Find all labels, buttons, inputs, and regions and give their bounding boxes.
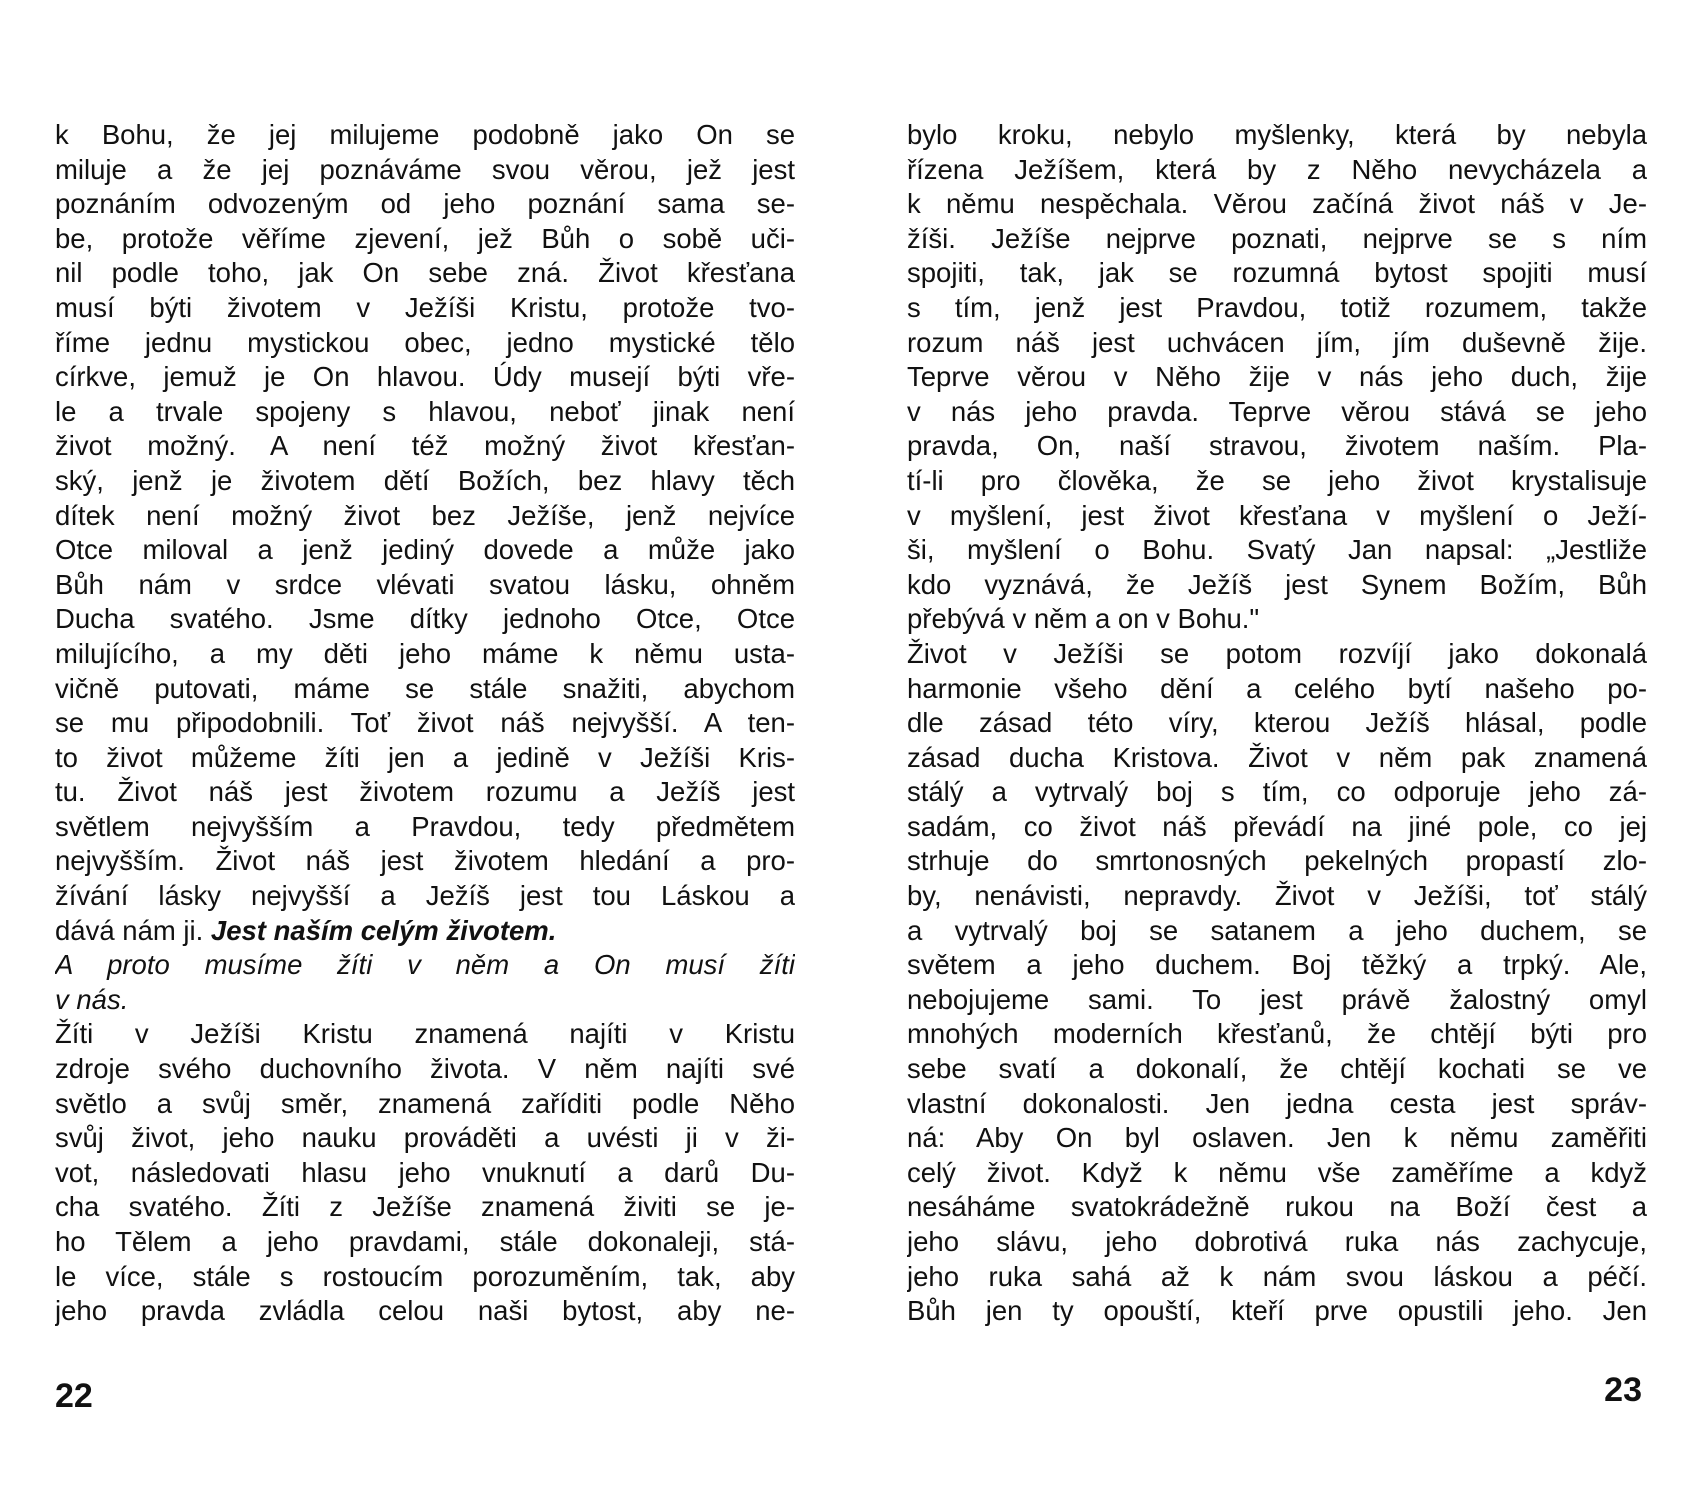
right-text-line: nebojujeme sami. To jest právě žalostný omyl — [907, 983, 1647, 1015]
left-text-line: žívání lásky nejvyšší a Ježíš jest tou Láskou a — [55, 880, 795, 912]
right-text-line: rozum náš jest uchvácen jím, jím duševně žije. — [907, 326, 1647, 358]
left-text-line: milujícího, a my děti jeho máme k němu usta- — [55, 637, 795, 669]
right-text-line: spojiti, tak, jak se rozumná bytost spojiti musí — [907, 257, 1647, 289]
right-text-line: celý život. Když k němu vše zaměříme a když — [907, 1156, 1647, 1188]
right-text-line: jeho ruka sahá až k nám svou láskou a péčí. — [907, 1260, 1647, 1292]
right-text-line: přebývá v něm a on v Bohu." — [907, 603, 1260, 635]
left-text-line: říme jednu mystickou obec, jedno mystické tělo — [55, 326, 795, 358]
left-text-line: Otce miloval a jenž jediný dovede a může jako — [55, 534, 795, 566]
right-text-line: světem a jeho duchem. Boj těžký a trpký. Ale, — [907, 949, 1647, 981]
right-text-line: harmonie všeho dění a celého bytí našeho po- — [907, 672, 1647, 704]
right-text-line: tí-li pro člověka, že se jeho život krystalisuje — [907, 464, 1647, 496]
italic-emphasis: Jest naším celým životem. — [210, 914, 557, 946]
right-text-line: jeho slávu, jeho dobrotivá ruka nás zachycuje, — [907, 1226, 1647, 1257]
left-text-line: miluje a že jej poznáváme svou věrou, jež jest — [55, 153, 795, 185]
left-text-line: nejvyšším. Život náš jest životem hledání a pro- — [55, 845, 795, 877]
right-text-line: sebe svatí a dokonalí, že chtějí kochati se ve — [907, 1053, 1647, 1085]
left-text-line: se mu připodobnili. Toť život náš nejvyšší. A ten- — [55, 707, 795, 739]
right-text-line: Život v Ježíši se potom rozvíjí jako dokonalá — [907, 637, 1647, 669]
right-text-line: pravda, On, naší stravou, životem naším. Pla- — [907, 430, 1647, 462]
left-text-line: svůj život, jeho nauku prováděti a uvésti ji v ži- — [55, 1122, 795, 1154]
left-text-line: poznáním odvozeným od jeho poznání sama se- — [55, 188, 795, 220]
right-text-line: mnohých moderních křesťanů, že chtějí býti pro — [907, 1018, 1647, 1050]
left-text-line: církve, jemuž je On hlavou. Údy musejí býti vře- — [55, 361, 795, 393]
left-text-line: vot, následovati hlasu jeho vnuknutí a darů Du- — [55, 1156, 795, 1188]
right-text-line: zásad ducha Kristova. Život v něm pak znamená — [907, 741, 1647, 773]
left-page-body — [55, 118, 795, 1428]
right-text-line: by, nenávisti, nepravdy. Život v Ježíši, toť stálý — [907, 880, 1647, 912]
left-text-line: v nás. — [55, 983, 129, 1015]
left-text-line: nil podle toho, jak On sebe zná. Život křesťana — [55, 257, 795, 289]
left-text-line: k Bohu, že jej milujeme podobně jako On se — [55, 119, 795, 150]
left-text-line: dítek není možný život bez Ježíše, jenž nejvíce — [55, 499, 795, 531]
left-text-line: to život můžeme žíti jen a jedině v Ježíši Kris- — [55, 741, 795, 773]
right-text-line: Teprve věrou v Něho žije v nás jeho duch, žije — [907, 361, 1647, 393]
left-page-number: 22 — [55, 1377, 93, 1415]
right-text-line: dle zásad této víry, kterou Ježíš hlásal, podle — [907, 707, 1647, 739]
left-text-line: dává nám ji. Jest naším celým životem. — [55, 914, 557, 946]
right-text-line: žíši. Ježíše nejprve poznati, nejprve se s ním — [907, 222, 1647, 254]
left-text-line: le a trvale spojeny s hlavou, neboť jinak není — [55, 395, 795, 427]
right-text-line: ná: Aby On byl oslaven. Jen k němu zaměřiti — [907, 1122, 1647, 1154]
left-text-line: musí býti životem v Ježíši Kristu, protože tvo- — [55, 291, 795, 323]
right-text-line: bylo kroku, nebylo myšlenky, která by nebyla — [907, 119, 1647, 150]
right-text-line: v myšlení, jest život křesťana v myšlení o Ježí- — [907, 499, 1647, 531]
right-text-line: ši, myšlení o Bohu. Svatý Jan napsal: „Jestliže — [907, 534, 1647, 566]
left-text-line: Ducha svatého. Jsme dítky jednoho Otce, Otce — [55, 603, 795, 635]
right-text-line: kdo vyznává, že Ježíš jest Synem Božím, Bůh — [907, 568, 1647, 600]
left-text-line: Bůh nám v srdce vlévati svatou lásku, ohněm — [55, 568, 795, 600]
right-text-line: strhuje do smrtonosných pekelných propastí zlo- — [907, 845, 1647, 877]
right-page-body — [907, 118, 1647, 1428]
left-text-line: jeho pravda zvládla celou naši bytost, aby ne- — [55, 1295, 795, 1327]
right-text-line: s tím, jenž jest Pravdou, totiž rozumem, takže — [907, 291, 1647, 323]
left-text-line: život možný. A není též možný život křesťan- — [55, 430, 795, 462]
right-text-line: vlastní dokonalosti. Jen jedna cesta jest správ- — [907, 1087, 1647, 1119]
left-text-line: světlem nejvyšším a Pravdou, tedy předmětem — [55, 810, 795, 842]
left-text-line: cha svatého. Žíti z Ježíše znamená živiti se je- — [55, 1191, 795, 1223]
left-text-line: světlo a svůj směr, znamená zaříditi podle Něho — [55, 1087, 795, 1119]
left-text-line: vičně putovati, máme se stále snažiti, abychom — [55, 672, 795, 704]
left-text-line: ho Tělem a jeho pravdami, stále dokonaleji, stá- — [55, 1226, 795, 1257]
left-text-line: be, protože věříme zjevení, jež Bůh o sobě uči- — [55, 222, 795, 254]
left-text-line: Žíti v Ježíši Kristu znamená najíti v Kristu — [55, 1018, 795, 1050]
right-text-line: k němu nespěchala. Věrou začíná život náš v Je- — [907, 188, 1647, 220]
left-text-line: ský, jenž je životem dětí Božích, bez hlavy těch — [55, 464, 795, 496]
right-text-line: sadám, co život náš převádí na jiné pole, co jej — [907, 810, 1647, 842]
left-text-line: A proto musíme žíti v něm a On musí žíti — [55, 949, 795, 981]
right-text-line: v nás jeho pravda. Teprve věrou stává se jeho — [907, 395, 1647, 427]
right-text-line: Bůh jen ty opouští, kteří prve opustili jeho. Jen — [907, 1295, 1647, 1327]
left-text-line: zdroje svého duchovního života. V něm najíti své — [55, 1053, 795, 1085]
right-text-line: stálý a vytrvalý boj s tím, co odporuje jeho zá- — [907, 776, 1647, 808]
right-page-number: 23 — [1604, 1371, 1642, 1409]
left-text-line: tu. Život náš jest životem rozumu a Ježíš jest — [55, 776, 795, 808]
right-text-line: řízena Ježíšem, která by z Něho nevycházela a — [907, 153, 1647, 185]
right-text-line: a vytrvalý boj se satanem a jeho duchem, se — [907, 914, 1647, 946]
left-text-line: le více, stále s rostoucím porozuměním, tak, aby — [55, 1260, 795, 1292]
right-text-line: nesáháme svatokrádežně rukou na Boží čest a — [907, 1191, 1647, 1223]
